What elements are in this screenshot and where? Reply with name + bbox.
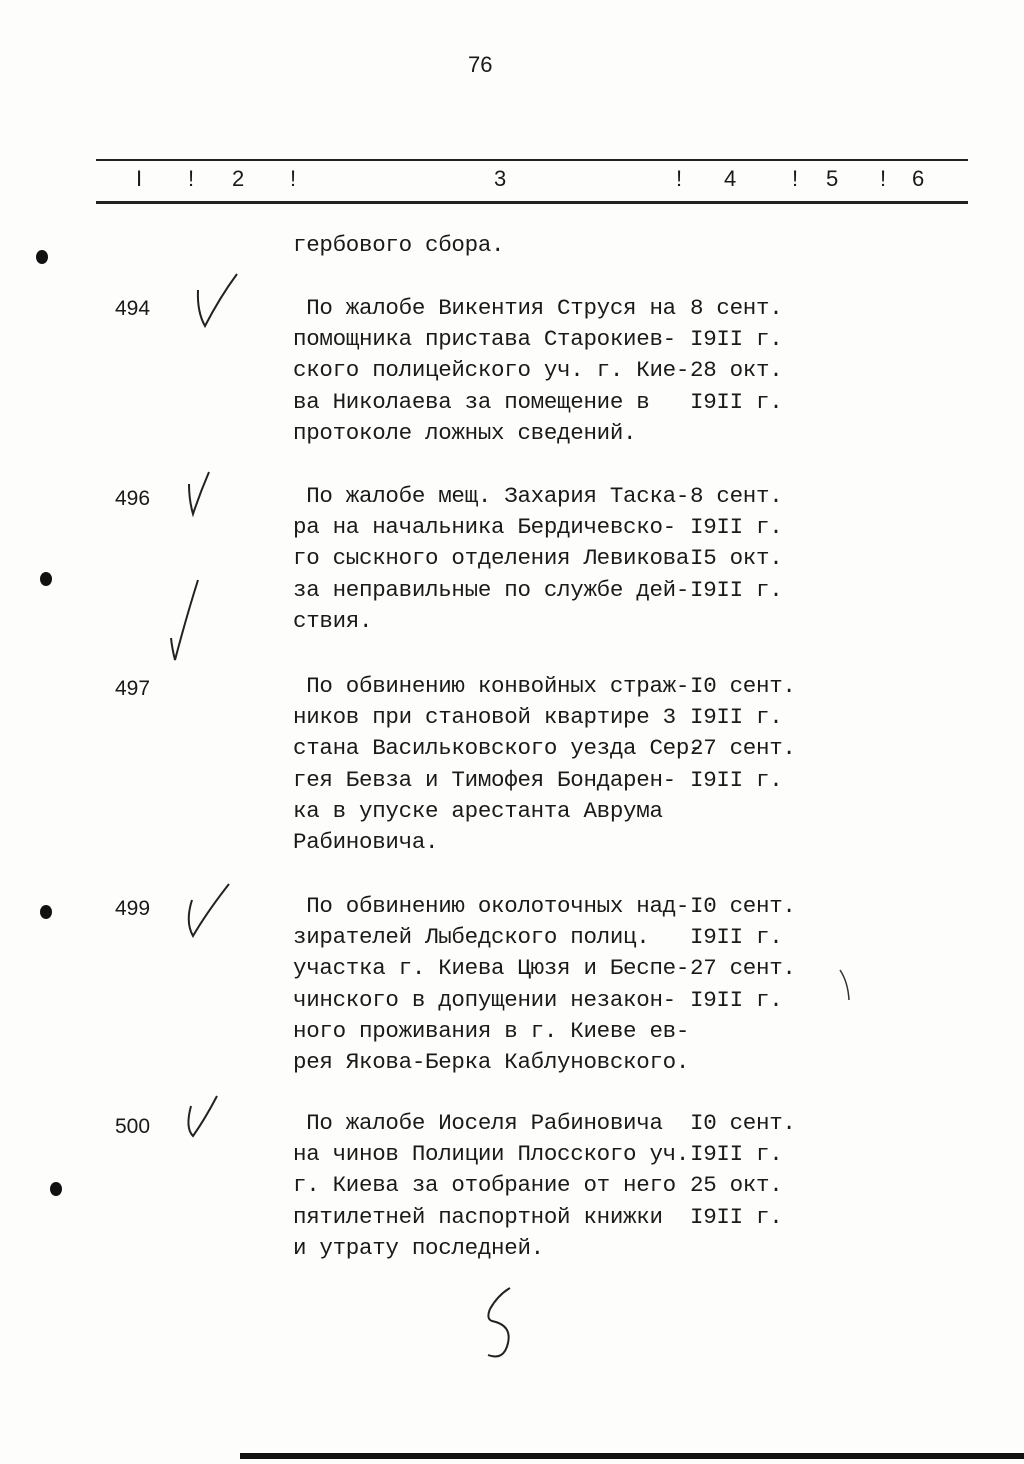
entry-text: По обвинению конвойных страж- ников при становой квартире 3 стана Васильковского уезда Сер- гея Бевза и Тимофея Бондарен- ка в упуске арестанта Аврума Рабиновича. bbox=[293, 673, 703, 856]
entry-number: 497 bbox=[115, 677, 151, 700]
entry-text: По жалобе Иоселя Рабиновича на чинов Полиции Плосского уч. г. Киева за отобрание от него пятилетней паспортной книжки и утрату последней. bbox=[293, 1110, 690, 1261]
punch-hole-icon bbox=[50, 1182, 62, 1196]
header-col-3: 3 bbox=[494, 166, 507, 191]
entry-number: 494 bbox=[115, 297, 151, 320]
header-sep: ! bbox=[290, 166, 297, 191]
checkmark-icon bbox=[185, 468, 225, 518]
entry-dates: I0 сент. I9II г. 25 окт. I9II г. bbox=[690, 1110, 796, 1230]
header-sep: ! bbox=[188, 166, 195, 191]
header-col-1: I bbox=[136, 166, 143, 191]
header-col-6: 6 bbox=[912, 166, 925, 191]
page-number: 76 bbox=[468, 52, 493, 77]
punch-hole-icon bbox=[40, 572, 52, 586]
continuation-text: гербового сбора. bbox=[293, 232, 505, 258]
header-col-4: 4 bbox=[724, 166, 737, 191]
handwritten-mark bbox=[478, 1285, 528, 1365]
entry-number: 499 bbox=[115, 897, 151, 920]
header-top-rule bbox=[96, 159, 968, 161]
checkmark-icon bbox=[185, 882, 235, 942]
entry-text: По жалобе мещ. Захария Таска- ра на начальника Бердичевско- го сыскного отделения Левикова за неправильные по службе дей- ствия. bbox=[293, 483, 690, 634]
header-sep: ! bbox=[676, 166, 683, 191]
punch-hole-icon bbox=[36, 250, 48, 264]
checkmark-icon bbox=[168, 578, 208, 663]
entry-dates: 8 сент. I9II г. I5 окт. I9II г. bbox=[690, 483, 783, 603]
header-bottom-rule bbox=[96, 201, 968, 204]
entry-number: 496 bbox=[115, 487, 151, 510]
entry-dates: I0 сент. I9II г. 27 сент. I9II г. bbox=[690, 893, 796, 1013]
entry-text: По жалобе Викентия Струся на помощника пристава Старокиев- ского полицейского уч. г. Кие- ва Николаева за помещение в протоколе ложных сведений. bbox=[293, 295, 690, 446]
entry-dates: I0 сент. I9II г. 27 сент. I9II г. bbox=[690, 673, 796, 793]
entry-text: По обвинению околоточных над- зирателей Лыбедского полиц. участка г. Киева Цюзя и Беспе- чинского в допущении незакон- ного проживания в г. Киеве ев- рея Якова-Берка Каблуновского. bbox=[293, 893, 690, 1076]
punch-hole-icon bbox=[40, 905, 52, 919]
bottom-edge bbox=[240, 1453, 1024, 1459]
header-col-5: 5 bbox=[826, 166, 839, 191]
entry-number: 500 bbox=[115, 1115, 151, 1138]
checkmark-icon bbox=[195, 272, 245, 332]
header-sep: ! bbox=[880, 166, 887, 191]
pen-stroke-icon bbox=[838, 968, 858, 1008]
header-sep: ! bbox=[792, 166, 799, 191]
checkmark-icon bbox=[185, 1094, 230, 1144]
entry-dates: 8 сент. I9II г. 28 окт. I9II г. bbox=[690, 295, 783, 415]
header-col-2: 2 bbox=[232, 166, 245, 191]
